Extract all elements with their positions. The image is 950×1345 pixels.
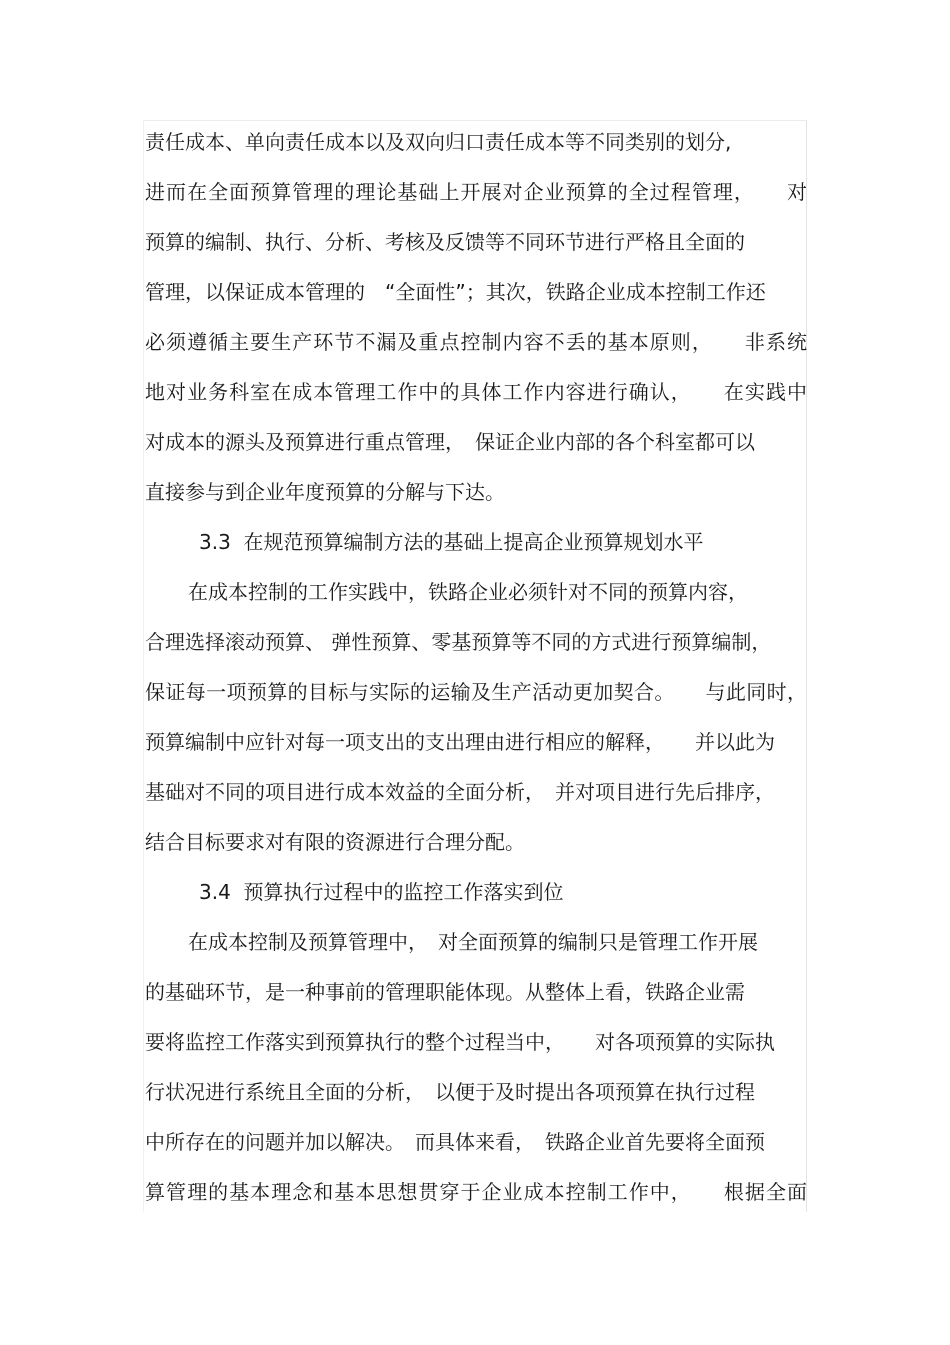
page-border-left [143, 120, 144, 1212]
text-line: 地对业务科室在成本管理工作中的具体工作内容进行确认， 在实践中 [145, 380, 807, 404]
section-heading: 3.4 预算执行过程中的监控工作落实到位 [199, 880, 564, 904]
text-line: 对成本的源头及预算进行重点管理， 保证企业内部的各个科室都可以 [145, 430, 755, 454]
text-line: 责任成本、单向责任成本以及双向归口责任成本等不同类别的划分, [145, 130, 732, 154]
text-line: 直接参与到企业年度预算的分解与下达。 [145, 480, 505, 504]
section-heading: 3.3 在规范预算编制方法的基础上提高企业预算规划水平 [199, 530, 704, 554]
text-line: 管理，以保证成本管理的 “全面性”；其次，铁路企业成本控制工作还 [145, 280, 766, 304]
text-line: 算管理的基本理念和基本思想贯穿于企业成本控制工作中， 根据全面 [145, 1180, 807, 1204]
text-line: 必须遵循主要生产环节不漏及重点控制内容不丢的基本原则， 非系统 [145, 330, 807, 354]
text-line: 保证每一项预算的目标与实际的运输及生产活动更加契合。 与此同时， [145, 680, 807, 704]
text-line: 的基础环节，是一种事前的管理职能体现。从整体上看，铁路企业需 [145, 980, 745, 1004]
text-line: 行状况进行系统且全面的分析， 以便于及时提出各项预算在执行过程 [145, 1080, 755, 1104]
text-line: 结合目标要求对有限的资源进行合理分配。 [145, 830, 525, 854]
text-line: 基础对不同的项目进行成本效益的全面分析， 并对项目进行先后排序， [145, 780, 775, 804]
paragraph-first-line: 在成本控制的工作实践中，铁路企业必须针对不同的预算内容， [188, 580, 748, 604]
text-line: 中所存在的问题并加以解决。 而具体来看， 铁路企业首先要将全面预 [145, 1130, 765, 1154]
page-border-top [143, 120, 807, 121]
text-line: 合理选择滚动预算、 弹性预算、零基预算等不同的方式进行预算编制， [145, 630, 772, 654]
text-line: 预算编制中应针对每一项支出的支出理由进行相应的解释， 并以此为 [145, 730, 775, 754]
text-line: 要将监控工作落实到预算执行的整个过程当中， 对各项预算的实际执 [145, 1030, 775, 1054]
text-line: 预算的编制、执行、分析、考核及反馈等不同环节进行严格且全面的 [145, 230, 745, 254]
paragraph-first-line: 在成本控制及预算管理中， 对全面预算的编制只是管理工作开展 [188, 930, 758, 954]
text-line: 进而在全面预算管理的理论基础上开展对企业预算的全过程管理， 对 [145, 180, 807, 204]
